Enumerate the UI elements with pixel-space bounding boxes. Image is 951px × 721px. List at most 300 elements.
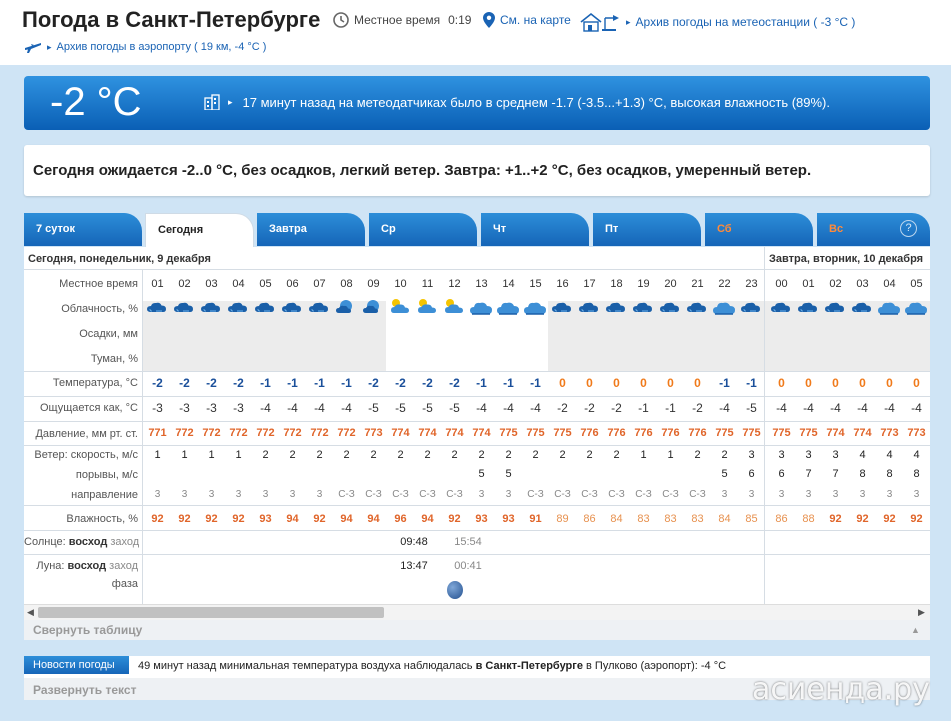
feels-like-cell: -4 xyxy=(911,401,922,415)
station-archive-link[interactable]: Архив погоды на метеостанции ( -3 °C ) xyxy=(635,15,856,29)
wind-direction-cell: С-З xyxy=(392,489,409,500)
wind-direction-cell: 3 xyxy=(262,489,269,500)
hour-cell: 22 xyxy=(718,278,731,290)
hour-cell: 11 xyxy=(421,278,434,290)
wind-speed-cell: 1 xyxy=(154,449,161,461)
airport-archive-group[interactable] xyxy=(24,40,266,54)
wind-direction-cell: 3 xyxy=(913,489,920,500)
table-divider xyxy=(24,505,930,506)
watermark-logo: асиенда.ру xyxy=(752,672,930,707)
pressure-cell: 772 xyxy=(283,427,302,439)
feels-like-cell: -4 xyxy=(776,401,787,415)
feels-like-cell: -2 xyxy=(584,401,595,415)
cloud-icon xyxy=(904,297,930,317)
pressure-cell: 773 xyxy=(907,427,926,439)
station-archive-group[interactable] xyxy=(579,12,855,32)
wind-direction-cell: 3 xyxy=(805,489,812,500)
cloud-icon xyxy=(388,297,415,317)
row-label-pressure: Давление, мм рт. ст. xyxy=(35,428,138,440)
feels-like-cell: -4 xyxy=(857,401,868,415)
wind-direction-cell: 3 xyxy=(748,489,755,500)
map-pin-icon xyxy=(483,12,495,28)
weather-station-icon xyxy=(579,12,621,32)
map-link-group[interactable] xyxy=(483,12,571,28)
cloud-icon xyxy=(172,297,199,317)
local-time-label: Местное время xyxy=(354,13,441,27)
forecast-summary xyxy=(24,145,930,196)
local-time-value: 0:19 xyxy=(448,13,472,27)
hour-cell: 23 xyxy=(745,278,758,290)
row-label-moon-phase: фаза xyxy=(111,578,138,590)
humidity-cell: 92 xyxy=(205,513,218,525)
airport-archive-link[interactable]: Архив погоды в аэропорту ( 19 км, -4 °C ) xyxy=(56,41,267,53)
pressure-cell: 775 xyxy=(742,427,761,439)
feels-like-cell: -4 xyxy=(503,401,514,415)
feels-like-cell: -3 xyxy=(179,401,190,415)
gust-cell: 8 xyxy=(913,468,920,480)
wind-speed-cell: 2 xyxy=(316,449,323,461)
pressure-cell: 772 xyxy=(310,427,329,439)
feels-like-cell: -3 xyxy=(152,401,163,415)
hour-cell: 03 xyxy=(856,278,869,290)
sunset-time: 15:54 xyxy=(454,536,482,548)
local-time xyxy=(333,12,471,28)
wind-direction-cell: 3 xyxy=(208,489,215,500)
moon-rise-label: восход xyxy=(67,560,107,572)
row-label-humidity: Влажность, % xyxy=(66,513,138,525)
current-weather-description: 17 минут назад на метеодатчиках было в среднем -1.7 (-3.5...+1.3) °C, высокая влажность (89%). xyxy=(242,94,831,110)
current-weather-text xyxy=(204,94,830,110)
cloud-icon xyxy=(631,297,658,317)
feels-like-cell: -2 xyxy=(692,401,703,415)
wind-speed-cell: 4 xyxy=(859,449,866,461)
wind-direction-cell: 3 xyxy=(886,489,893,500)
feels-like-cell: -5 xyxy=(395,401,406,415)
collapse-table-label[interactable]: Свернуть таблицу xyxy=(33,623,143,637)
hour-cell: 02 xyxy=(178,278,191,290)
humidity-cell: 92 xyxy=(856,513,869,525)
humidity-cell: 86 xyxy=(583,513,596,525)
wind-speed-cell: 1 xyxy=(667,449,674,461)
pressure-cell: 772 xyxy=(256,427,275,439)
cloud-icon xyxy=(307,297,334,317)
hour-cell: 14 xyxy=(502,278,515,290)
wind-direction-cell: С-З xyxy=(338,489,355,500)
news-badge[interactable]: Новости погоды xyxy=(24,656,129,674)
feels-like-cell: -4 xyxy=(314,401,325,415)
temperature-cell: -1 xyxy=(341,376,352,390)
wind-direction-cell: С-З xyxy=(662,489,679,500)
today-date-label: Сегодня, понедельник, 9 декабря xyxy=(28,253,211,265)
pressure-cell: 776 xyxy=(661,427,680,439)
humidity-cell: 92 xyxy=(151,513,164,525)
temperature-cell: 0 xyxy=(859,376,866,390)
table-divider xyxy=(24,396,930,397)
humidity-cell: 86 xyxy=(775,513,788,525)
temperature-cell: 0 xyxy=(832,376,839,390)
gust-cell: 7 xyxy=(805,468,812,480)
wind-speed-cell: 1 xyxy=(208,449,215,461)
sun-rise-label: восход xyxy=(68,536,108,548)
row-label-sun xyxy=(24,536,138,548)
gust-cell: 5 xyxy=(505,468,512,480)
tab-thursday[interactable] xyxy=(481,213,589,246)
temperature-cell: 0 xyxy=(640,376,647,390)
pressure-cell: 773 xyxy=(880,427,899,439)
humidity-cell: 84 xyxy=(610,513,623,525)
wind-speed-cell: 3 xyxy=(805,449,812,461)
cloud-icon xyxy=(577,297,604,317)
hour-cell: 05 xyxy=(910,278,923,290)
hour-cell: 08 xyxy=(340,278,353,290)
pressure-cell: 775 xyxy=(526,427,545,439)
sunrise-time: 09:48 xyxy=(400,536,428,548)
wind-speed-cell: 2 xyxy=(451,449,458,461)
feels-like-cell: -1 xyxy=(638,401,649,415)
cloud-icon xyxy=(334,297,361,317)
pressure-cell: 775 xyxy=(499,427,518,439)
pressure-cell: 775 xyxy=(553,427,572,439)
wind-speed-cell: 2 xyxy=(505,449,512,461)
wind-speed-cell: 1 xyxy=(640,449,647,461)
humidity-cell: 92 xyxy=(448,513,461,525)
humidity-cell: 84 xyxy=(718,513,731,525)
humidity-cell: 94 xyxy=(367,513,380,525)
humidity-cell: 92 xyxy=(178,513,191,525)
table-divider xyxy=(24,269,930,270)
humidity-cell: 96 xyxy=(394,513,407,525)
hour-cell: 20 xyxy=(664,278,677,290)
pressure-cell: 772 xyxy=(175,427,194,439)
feels-like-cell: -4 xyxy=(803,401,814,415)
row-label-cloud: Облачность, % xyxy=(61,303,138,315)
moon-phase-icon xyxy=(447,581,463,599)
hour-cell: 01 xyxy=(151,278,164,290)
pressure-cell: 774 xyxy=(418,427,437,439)
hour-cell: 05 xyxy=(259,278,272,290)
pressure-cell: 774 xyxy=(853,427,872,439)
top-header xyxy=(0,0,951,65)
temperature-cell: -2 xyxy=(206,376,217,390)
wind-direction-cell: 3 xyxy=(859,489,866,500)
moonset-time: 00:41 xyxy=(454,560,482,572)
humidity-cell: 92 xyxy=(910,513,923,525)
cloud-icon xyxy=(712,297,739,317)
tab-label: Вс xyxy=(829,223,844,235)
tab-7-days[interactable] xyxy=(24,213,142,246)
hour-cell: 19 xyxy=(637,278,650,290)
wind-speed-cell: 2 xyxy=(289,449,296,461)
cloud-icon xyxy=(496,297,523,317)
temperature-cell: 0 xyxy=(886,376,893,390)
feels-like-cell: -2 xyxy=(557,401,568,415)
scroll-left-arrow-icon[interactable]: ◀ xyxy=(27,607,34,617)
humidity-cell: 83 xyxy=(691,513,704,525)
temperature-cell: 0 xyxy=(694,376,701,390)
temperature-cell: -2 xyxy=(449,376,460,390)
pressure-cell: 773 xyxy=(364,427,383,439)
cloud-icon xyxy=(769,297,796,317)
wind-direction-cell: С-З xyxy=(527,489,544,500)
temperature-cell: 0 xyxy=(667,376,674,390)
cloud-icon xyxy=(658,297,685,317)
temperature-cell: -2 xyxy=(179,376,190,390)
wind-speed-cell: 2 xyxy=(586,449,593,461)
wind-speed-cell: 2 xyxy=(694,449,701,461)
gust-cell: 6 xyxy=(778,468,785,480)
wind-direction-cell: С-З xyxy=(581,489,598,500)
news-text-city: в Санкт-Петербурге xyxy=(475,660,583,672)
wind-direction-cell: 3 xyxy=(505,489,512,500)
temperature-cell: -1 xyxy=(719,376,730,390)
cloud-icon xyxy=(442,297,469,317)
wind-direction-cell: С-З xyxy=(446,489,463,500)
temperature-cell: 0 xyxy=(586,376,593,390)
collapse-table-bar[interactable] xyxy=(24,620,930,640)
temperature-cell: -1 xyxy=(503,376,514,390)
hour-cell: 15 xyxy=(529,278,542,290)
tab-friday[interactable] xyxy=(593,213,701,246)
hour-cell: 04 xyxy=(883,278,896,290)
feels-like-cell: -5 xyxy=(746,401,757,415)
wind-speed-cell: 1 xyxy=(181,449,188,461)
cloud-icon xyxy=(604,297,631,317)
pressure-cell: 771 xyxy=(148,427,167,439)
temperature-cell: -1 xyxy=(476,376,487,390)
scrollbar-thumb[interactable] xyxy=(38,607,384,618)
gust-cell: 7 xyxy=(832,468,839,480)
pressure-cell: 775 xyxy=(799,427,818,439)
feels-like-cell: -2 xyxy=(611,401,622,415)
row-label-direction: направление xyxy=(71,489,138,501)
cloud-icon xyxy=(685,297,712,317)
humidity-cell: 83 xyxy=(664,513,677,525)
cloud-icon xyxy=(550,297,577,317)
wind-direction-cell: 3 xyxy=(316,489,323,500)
wind-direction-cell: 3 xyxy=(832,489,839,500)
wind-speed-cell: 3 xyxy=(832,449,839,461)
wind-speed-cell: 4 xyxy=(886,449,893,461)
hour-cell: 21 xyxy=(691,278,704,290)
humidity-cell: 93 xyxy=(502,513,515,525)
table-divider xyxy=(24,554,930,555)
feels-like-cell: -3 xyxy=(233,401,244,415)
wind-speed-cell: 3 xyxy=(748,449,755,461)
temperature-cell: 0 xyxy=(913,376,920,390)
wind-direction-cell: С-З xyxy=(554,489,571,500)
pressure-cell: 775 xyxy=(715,427,734,439)
tab-label: Чт xyxy=(493,223,507,235)
hour-cell: 10 xyxy=(394,278,407,290)
temperature-cell: -2 xyxy=(395,376,406,390)
cloud-icon xyxy=(361,297,388,317)
scroll-right-arrow-icon[interactable]: ▶ xyxy=(918,607,925,617)
feels-like-cell: -5 xyxy=(422,401,433,415)
cloud-icon xyxy=(145,297,172,317)
sun-label: Солнце: xyxy=(24,536,66,548)
cloud-icon xyxy=(739,297,766,317)
hour-cell: 06 xyxy=(286,278,299,290)
page-title: Погода в Санкт-Петербурге xyxy=(22,7,321,32)
tab-label: Сб xyxy=(717,223,732,235)
hour-cell: 17 xyxy=(583,278,596,290)
feels-like-cell: -4 xyxy=(260,401,271,415)
table-divider xyxy=(24,530,930,531)
table-divider xyxy=(24,371,930,372)
wind-speed-cell: 2 xyxy=(478,449,485,461)
temperature-cell: 0 xyxy=(805,376,812,390)
table-divider xyxy=(24,421,930,422)
cloud-icon xyxy=(415,297,442,317)
building-icon xyxy=(204,94,222,110)
temperature-cell: -1 xyxy=(314,376,325,390)
humidity-cell: 89 xyxy=(556,513,569,525)
humidity-cell: 92 xyxy=(829,513,842,525)
wind-speed-cell: 2 xyxy=(613,449,620,461)
table-column-divider xyxy=(142,269,143,604)
wind-direction-cell: 3 xyxy=(289,489,296,500)
day-tabs xyxy=(24,213,930,247)
temperature-cell: -2 xyxy=(422,376,433,390)
feels-like-cell: -4 xyxy=(884,401,895,415)
feels-like-cell: -4 xyxy=(341,401,352,415)
cloud-icon xyxy=(199,297,226,317)
humidity-cell: 88 xyxy=(802,513,815,525)
wind-direction-cell: С-З xyxy=(689,489,706,500)
hourly-forecast-table xyxy=(24,247,930,621)
wind-speed-cell: 3 xyxy=(778,449,785,461)
row-label-feels: Ощущается как, °C xyxy=(39,402,138,414)
temperature-cell: 0 xyxy=(613,376,620,390)
temperature-cell: 0 xyxy=(778,376,785,390)
humidity-cell: 83 xyxy=(637,513,650,525)
feels-like-cell: -1 xyxy=(665,401,676,415)
wind-direction-cell: С-З xyxy=(608,489,625,500)
current-temperature: -2 °C xyxy=(50,80,142,124)
pressure-cell: 776 xyxy=(607,427,626,439)
wind-speed-cell: 2 xyxy=(559,449,566,461)
pressure-cell: 776 xyxy=(688,427,707,439)
wind-direction-cell: 3 xyxy=(478,489,485,500)
wind-speed-cell: 2 xyxy=(370,449,377,461)
tab-tomorrow[interactable] xyxy=(257,213,365,246)
wind-speed-cell: 2 xyxy=(532,449,539,461)
arrow-right-icon: ▸ xyxy=(47,41,52,52)
news-text xyxy=(138,660,726,672)
airplane-icon xyxy=(24,40,42,54)
forecast-summary-text: Сегодня ожидается -2..0 °C, без осадков, легкий ветер. Завтра: +1..+2 °C, без осадков, умеренный ветер. xyxy=(33,162,812,179)
news-text-prefix: 49 минут назад минимальная температура воздуха наблюдалась xyxy=(138,660,473,672)
hour-cell: 07 xyxy=(313,278,326,290)
wind-speed-cell: 2 xyxy=(721,449,728,461)
hour-cell: 13 xyxy=(475,278,488,290)
help-button[interactable]: ? xyxy=(900,220,917,237)
hour-cell: 01 xyxy=(802,278,815,290)
gust-cell: 8 xyxy=(886,468,893,480)
gust-cell: 6 xyxy=(748,468,755,480)
moon-set-label: заход xyxy=(109,560,138,572)
cloud-icon xyxy=(523,297,550,317)
humidity-cell: 92 xyxy=(883,513,896,525)
pressure-cell: 774 xyxy=(826,427,845,439)
wind-speed-cell: 2 xyxy=(262,449,269,461)
pressure-cell: 774 xyxy=(391,427,410,439)
temperature-cell: -2 xyxy=(152,376,163,390)
sun-set-label: заход xyxy=(110,536,140,548)
moonrise-time: 13:47 xyxy=(400,560,428,572)
hour-cell: 04 xyxy=(232,278,245,290)
hour-cell: 16 xyxy=(556,278,569,290)
feels-like-cell: -3 xyxy=(206,401,217,415)
cloud-icon xyxy=(823,297,850,317)
temperature-cell: -2 xyxy=(233,376,244,390)
chevron-up-icon: ▲ xyxy=(911,625,920,635)
tab-today[interactable] xyxy=(145,213,254,247)
tab-saturday[interactable] xyxy=(705,213,813,246)
wind-direction-cell: 3 xyxy=(181,489,188,500)
cloud-icon xyxy=(877,297,904,317)
moon-label: Луна: xyxy=(36,560,65,572)
humidity-cell: 92 xyxy=(232,513,245,525)
temperature-cell: 0 xyxy=(559,376,566,390)
humidity-cell: 94 xyxy=(340,513,353,525)
pressure-cell: 776 xyxy=(580,427,599,439)
hour-cell: 03 xyxy=(205,278,218,290)
gust-cell: 8 xyxy=(859,468,866,480)
hour-cell: 09 xyxy=(367,278,380,290)
tab-label: Сегодня xyxy=(158,224,204,236)
feels-like-cell: -4 xyxy=(530,401,541,415)
table-scrollbar[interactable] xyxy=(24,604,930,620)
pressure-cell: 772 xyxy=(337,427,356,439)
humidity-cell: 92 xyxy=(313,513,326,525)
temperature-cell: -1 xyxy=(746,376,757,390)
expand-news-label[interactable]: Развернуть текст xyxy=(33,683,137,697)
row-label-temperature: Температура, °C xyxy=(52,377,138,389)
cloud-icon xyxy=(280,297,307,317)
current-weather-bar xyxy=(24,76,930,130)
pressure-cell: 774 xyxy=(445,427,464,439)
wind-speed-cell: 1 xyxy=(235,449,242,461)
tab-label: Пт xyxy=(605,223,619,235)
hour-cell: 12 xyxy=(448,278,461,290)
gust-cell: 5 xyxy=(721,468,728,480)
tab-wednesday[interactable] xyxy=(369,213,477,246)
pressure-cell: 772 xyxy=(202,427,221,439)
tomorrow-date-label: Завтра, вторник, 10 декабря xyxy=(769,253,924,265)
arrow-right-icon: ▸ xyxy=(228,96,233,107)
humidity-cell: 93 xyxy=(475,513,488,525)
wind-direction-cell: 3 xyxy=(778,489,785,500)
hour-cell: 02 xyxy=(829,278,842,290)
temperature-cell: -1 xyxy=(260,376,271,390)
row-label-moon xyxy=(24,560,138,572)
wind-direction-cell: 3 xyxy=(154,489,161,500)
feels-like-cell: -5 xyxy=(368,401,379,415)
tab-label: Ср xyxy=(381,223,396,235)
humidity-cell: 85 xyxy=(745,513,758,525)
row-label-precip: Осадки, мм xyxy=(79,328,138,340)
wind-speed-cell: 4 xyxy=(913,449,920,461)
clock-icon xyxy=(333,12,349,28)
feels-like-cell: -4 xyxy=(719,401,730,415)
humidity-cell: 91 xyxy=(529,513,542,525)
cloud-icon xyxy=(469,297,496,317)
cloud-icon xyxy=(226,297,253,317)
wind-direction-cell: С-З xyxy=(635,489,652,500)
temperature-cell: -1 xyxy=(287,376,298,390)
map-link[interactable]: См. на карте xyxy=(500,13,571,27)
